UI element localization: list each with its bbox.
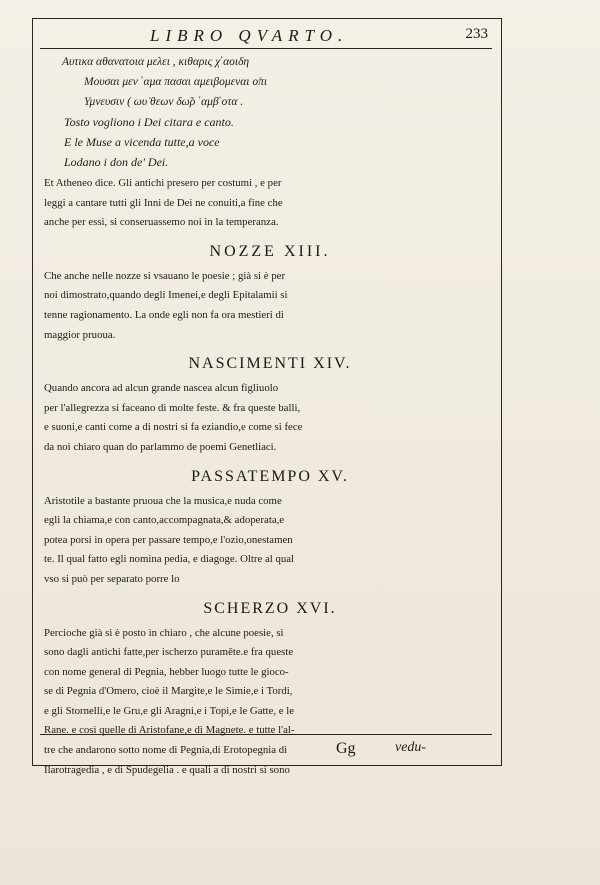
section-heading: NASCIMENTI XIV.: [188, 355, 352, 373]
section-paragraph: [44, 267, 496, 345]
greek-verse-line: Αυτικα αθανατοια μελει , κιθαρις χ̓ αοιδη: [62, 56, 250, 68]
page-number: 233: [465, 26, 488, 42]
text-line: Quando ancora ad alcun grande nascea alcun figliuolo: [44, 382, 279, 395]
section-paragraph: [44, 174, 496, 233]
text-line: e gli Stornelli,e le Gru,e gli Aragni,e i Topi,e le Gatte, e le: [44, 704, 294, 717]
text-line: leggi a cantare tutti gli Inni de Dei ne conuiti,a fine che: [44, 196, 283, 209]
running-head: [40, 24, 492, 49]
text-line: sono dagli antichi fatte,per ischerzo puramēte.e fra queste: [44, 646, 294, 659]
text-line: Aristotile a bastante pruoua che la musica,e nuda come: [44, 494, 282, 507]
greek-verse-line: Υμνευσιν ( ωυ̇ θεων δω̃ρ ̓ αμβ̓ οτα .: [84, 96, 244, 108]
italian-verse-line: Lodano i don de' Dei.: [64, 155, 169, 169]
italian-verse-line: Tosto vogliono i Dei citara e canto.: [64, 115, 234, 129]
greek-verse-line: Μουσαι μεν ̓ αμα πασαι αμειβομεναι ο̇πι: [84, 76, 268, 88]
text-line: con nome general di Pegnia, hebber luogo tutte le gioco-: [44, 665, 289, 678]
text-line: maggior pruoua.: [44, 328, 116, 341]
text-line: potea porsi in opera per passare tempo,e l'ozio,onestamen: [44, 533, 293, 546]
text-line: Et Atheneo dice. Gli antichi presero per costumi , e per: [44, 177, 282, 189]
signature-mark: Gg: [336, 740, 356, 757]
text-line: se di Pegnia d'Omero, cioè il Margite,e le Simie,e i Tordi,: [44, 685, 293, 698]
text-block: [44, 52, 496, 780]
catchword: vedu-: [395, 740, 427, 755]
section-heading: NOZZE XIII.: [209, 242, 331, 260]
text-line: anche per essi, si conseruassemo noi in la temperanza.: [44, 216, 279, 229]
section-paragraph: [44, 379, 496, 457]
sections-container: [44, 174, 496, 780]
text-line: e suoni,e canti come a di nostri si fa eziandio,e come si fece: [44, 421, 303, 434]
text-line: Rane. e così quelle di Aristofane,e di Magnete. e tutte l'al-: [44, 724, 295, 737]
italian-verse-line: E le Muse a vicenda tutte,a voce: [64, 135, 220, 149]
text-line: Percioche già si è posto in chiaro , che alcune poesie, si: [44, 626, 284, 639]
text-line: noi dimostrato,quando degli Imenei,e degli Epitalamii si: [44, 289, 288, 302]
text-line: per l'allegrezza si faceano di molte feste. & fra queste balli,: [44, 401, 301, 414]
text-line: tre che andarono sotto nome di Pegnia,di Erotopegnia di: [44, 744, 288, 757]
section-heading: PASSATEMPO XV.: [191, 467, 349, 485]
text-line: da noi chiaro quan do parlammo de poemi Genetliaci.: [44, 440, 277, 453]
text-line: egli la chiama,e con canto,accompagnata,& adoperata,e: [44, 514, 285, 527]
section-paragraph: [44, 624, 496, 781]
section-heading: SCHERZO XVI.: [203, 599, 337, 617]
text-line: te. Il qual fatto egli nomina pedia, e diagoge. Oltre al qual: [44, 553, 295, 566]
bottom-rule: [40, 734, 492, 735]
text-line: vso si può per separato porre lo: [44, 572, 180, 585]
text-line: Che anche nelle nozze si vsauano le poesie ; già si è per: [44, 269, 286, 282]
text-line: tenne ragionamento. La onde egli non fa ora mestieri di: [44, 308, 284, 321]
text-line: Ilarotragedia , e di Spudegelia . e quali a di nostri si sono: [44, 763, 290, 776]
section-paragraph: [44, 492, 496, 590]
running-title: LIBRO QVARTO.: [150, 26, 349, 45]
